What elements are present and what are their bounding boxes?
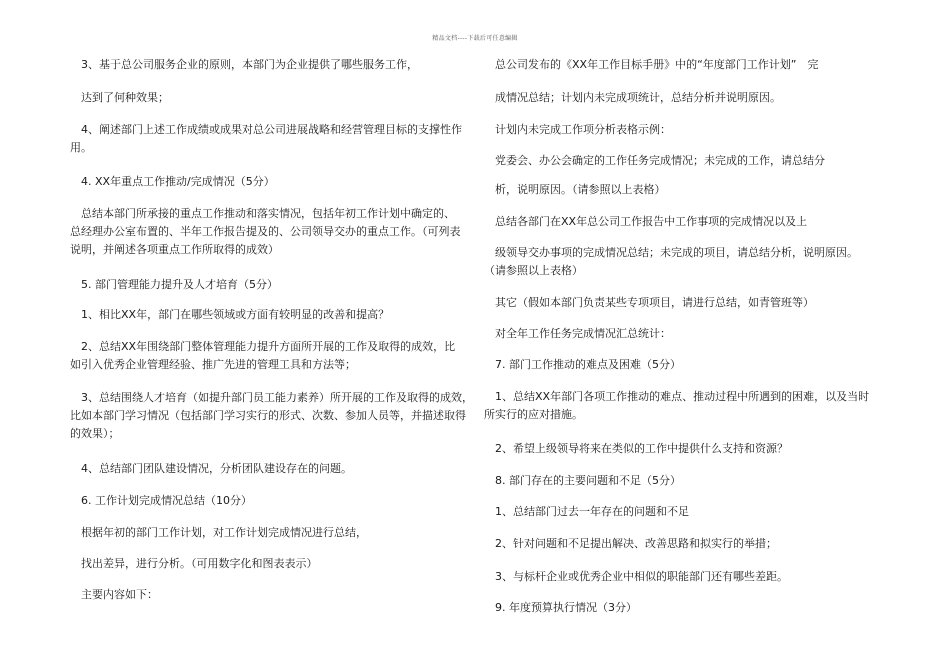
right-para-14: 1、总结部门过去一年存在的问题和不足: [484, 505, 689, 518]
left-para-5: 总结本部门所承接的重点工作推动和落实情况，包括年初工作计划中确定的、 总经理办公室布置的、半年工作报告提及的、公司领导交办的重点工作。（可列表 说明，并阐述各项重点工作所取得的成效）: [70, 207, 461, 256]
left-para-13: 找出差异，进行分析。（可用数字化和图表表示）: [70, 557, 318, 570]
left-para-9: 3、总结围绕人才培育（如提升部门员工能力素养）所开展的工作及取得的成效， 比如本部门学习情况（包括部门学习实行的形式、次数、参加人员等，并描述取得 的效果）；: [70, 391, 473, 440]
left-heading-5: 5. 部门管理能力提升及人才培育（5分）: [70, 278, 278, 291]
right-para-11: 1、总结XX年部门各项工作推动的难点、推动过程中所遇到的困难，以及当时 所实行的应对措施。: [484, 390, 870, 421]
left-para-12: 根据年初的部门工作计划，对工作计划完成情况进行总结，: [70, 526, 367, 539]
right-heading-8: 8. 部门存在的主要问题和不足（5分）: [484, 474, 681, 487]
right-para-15: 2、针对问题和不足提出解决、改善思路和拟实行的举措；: [484, 537, 777, 550]
left-para-10: 4、总结部门团队建设情况，分析团队建设存在的问题。: [70, 462, 352, 475]
left-para-14: 主要内容如下：: [70, 588, 158, 601]
right-para-7: 级领导交办事项的完成情况总结；未完成的项目，请总结分析，说明原因。 （请参照以上表格）: [484, 246, 858, 277]
page-header: 精品文档----下载后可任意编辑: [432, 35, 518, 42]
left-para-3: 4、阐述部门上述工作成绩或成果对总公司进展战略和经营管理目标的支撑性作 用。: [70, 123, 462, 154]
left-para-8: 2、总结XX年围绕部门整体管理能力提升方面所开展的工作及取得的成效，比 如引入优秀企业管理经验、推广先进的管理工具和方法等；: [70, 340, 456, 371]
right-heading-9: 9. 年度预算执行情况（3分）: [484, 601, 637, 614]
left-para-1: 3、基于总公司服务企业的原则，本部门为企业提供了哪些服务工作，: [70, 58, 418, 71]
right-para-6: 总结各部门在XX年总公司工作报告中工作事项的完成情况以及上: [484, 215, 808, 228]
left-para-2: 达到了何种效果；: [70, 91, 169, 104]
right-para-9: 对全年工作任务完成情况汇总统计：: [484, 327, 671, 340]
right-para-2: 成情况总结；计划内未完成项统计，总结分析并说明原因。: [484, 91, 781, 104]
left-para-7: 1、相比XX年，部门在哪些领域或方面有较明显的改善和提高？: [70, 308, 390, 321]
left-heading-6: 6. 工作计划完成情况总结（10分）: [70, 494, 252, 507]
right-para-8: 其它（假如本部门负责某些专项项目，请进行总结，如青管班等）: [484, 296, 814, 309]
right-para-4: 党委会、办公会确定的工作任务完成情况；未完成的工作，请总结分: [484, 154, 825, 167]
right-para-5: 析，说明原因。（请参照以上表格）: [484, 183, 666, 196]
right-para-3: 计划内未完成工作项分析表格示例：: [484, 123, 671, 136]
right-heading-7: 7. 部门工作推动的难点及困难（5分）: [484, 358, 681, 371]
left-heading-4: 4. XX年重点工作推动/完成情况（5分）: [70, 175, 275, 188]
right-para-1: 总公司发布的《XX年工作目标手册》中的“年度部门工作计划” 完: [484, 58, 819, 71]
right-para-12: 2、希望上级领导将来在类似的工作中提供什么支持和资源？: [484, 442, 788, 455]
right-para-16: 3、与标杆企业或优秀企业中相似的职能部门还有哪些差距。: [484, 570, 788, 583]
